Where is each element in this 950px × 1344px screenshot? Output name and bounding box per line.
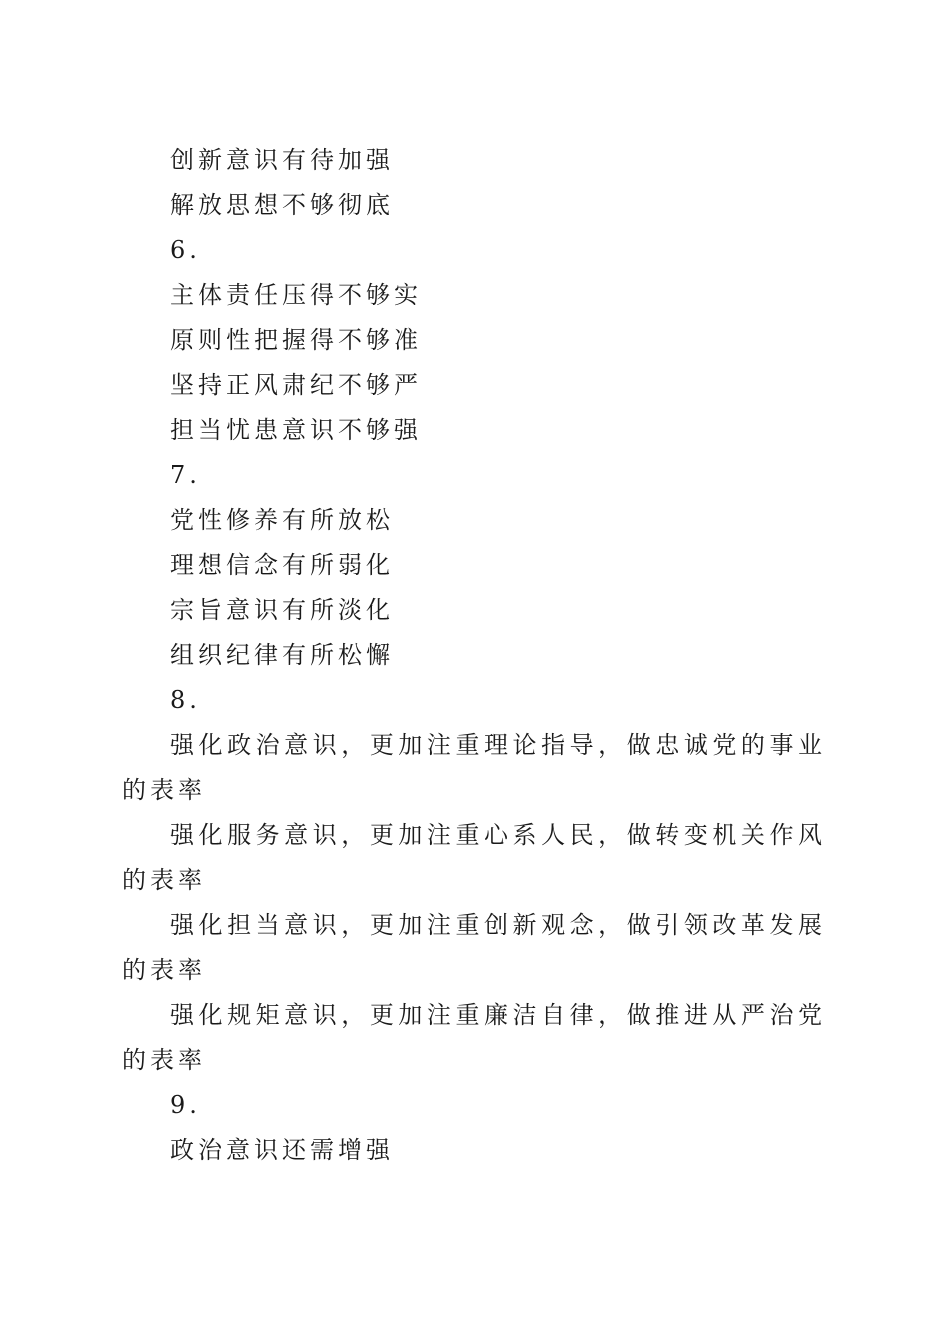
text-line: 理想信念有所弱化 [170, 551, 394, 579]
paragraph: 强化规矩意识，更加注重廉洁自律，做推进从严治党的表率 [122, 1001, 826, 1074]
paragraph: 强化服务意识，更加注重心系人民，做转变机关作风的表率 [122, 821, 826, 894]
section-heading-8: 8. [170, 686, 201, 714]
text-line: 担当忧患意识不够强 [170, 416, 422, 444]
document-body [122, 138, 826, 1173]
text-line: 主体责任压得不够实 [170, 281, 422, 309]
paragraph: 强化政治意识，更加注重理论指导，做忠诚党的事业的表率 [122, 731, 826, 804]
text-line: 坚持正风肃纪不够严 [170, 371, 422, 399]
text-line: 政治意识还需增强 [170, 1136, 394, 1164]
section-heading-6: 6. [170, 236, 201, 264]
text-line: 党性修养有所放松 [170, 506, 394, 534]
text-line: 创新意识有待加强 [170, 146, 394, 174]
section-heading-7: 7. [170, 461, 201, 489]
text-line: 宗旨意识有所淡化 [170, 596, 394, 624]
text-line: 原则性把握得不够准 [170, 326, 422, 354]
text-line: 组织纪律有所松懈 [170, 641, 394, 669]
paragraph: 强化担当意识，更加注重创新观念，做引领改革发展的表率 [122, 911, 826, 984]
section-heading-9: 9. [170, 1091, 201, 1119]
text-line: 解放思想不够彻底 [170, 191, 394, 219]
